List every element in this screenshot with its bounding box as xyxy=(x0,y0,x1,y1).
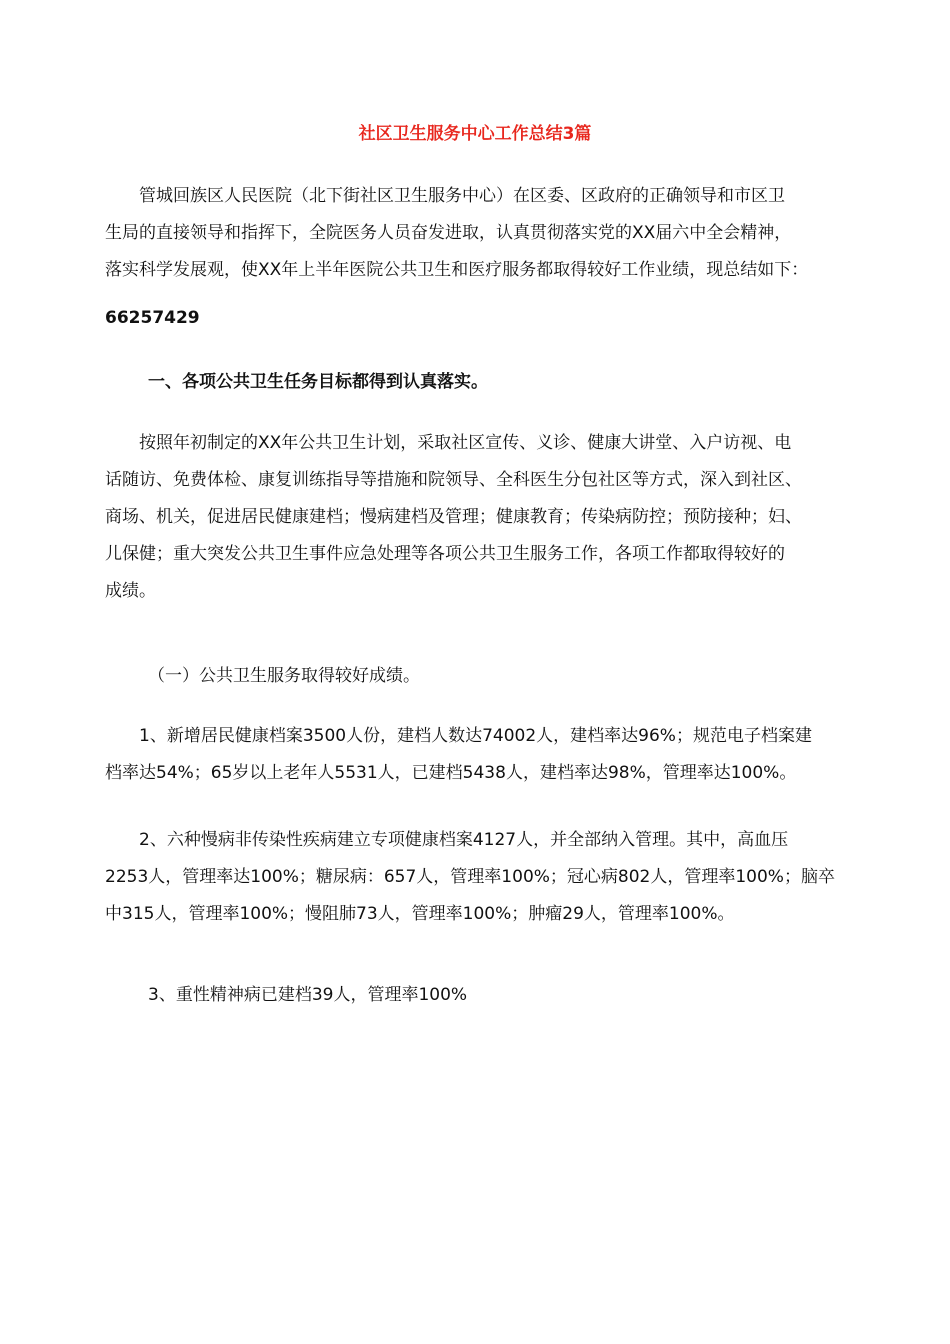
section-1-line-3: 商场、机关，促进居民健康建档；慢病建档及管理；健康教育；传染病防控；预防接种；妇、 xyxy=(105,507,802,527)
section-1-line-4: 儿保健；重大突发公共卫生事件应急处理等各项公共卫生服务工作，各项工作都取得较好的 xyxy=(105,544,785,564)
intro-line-3: 落实科学发展观，使XX年上半年医院公共卫生和医疗服务都取得较好工作业绩，现总结如下： xyxy=(105,260,809,280)
item-3-text: 3、重性精神病已建档39人，管理率100% xyxy=(148,985,468,1005)
section-1-line-5: 成绩。 xyxy=(105,581,156,601)
intro-paragraph xyxy=(105,178,845,289)
item-1-line-1: 1、新增居民健康档案3500人份，建档人数达74002人，建档率达96%；规范电子档案建 xyxy=(139,726,812,746)
item-2-paragraph xyxy=(105,822,845,933)
intro-line-2: 生局的直接领导和指挥下，全院医务人员奋发进取，认真贯彻落实党的XX届六中全会精神， xyxy=(105,223,792,243)
item-2-line-2: 2253人，管理率达100%；糖尿病：657人，管理率100%；冠心病802人，管理率100%；脑卒 xyxy=(105,867,835,887)
subsection-1-heading: （一）公共卫生服务取得较好成绩。 xyxy=(148,666,420,686)
item-2-line-1: 2、六种慢病非传染性疾病建立专项健康档案4127人，并全部纳入管理。其中，高血压 xyxy=(139,830,789,850)
item-1-paragraph xyxy=(105,718,845,792)
section-1-paragraph xyxy=(105,425,845,610)
item-2-line-3: 中315人，管理率100%；慢阻肺73人，管理率100%；肿瘤29人，管理率100%。 xyxy=(105,904,735,924)
section-1-heading: 一、各项公共卫生任务目标都得到认真落实。 xyxy=(148,372,488,392)
item-1-line-2: 档率达54%；65岁以上老年人5531人，已建档5438人，建档率达98%，管理率达100%。 xyxy=(105,763,797,783)
document-title: 社区卫生服务中心工作总结3篇 xyxy=(358,124,592,144)
document-code: 66257429 xyxy=(105,308,200,328)
section-1-line-1: 按照年初制定的XX年公共卫生计划，采取社区宣传、义诊、健康大讲堂、入户访视、电 xyxy=(139,433,792,453)
section-1-line-2: 话随访、免费体检、康复训练指导等措施和院领导、全科医生分包社区等方式，深入到社区、 xyxy=(105,470,802,490)
intro-line-1: 管城回族区人民医院（北下街社区卫生服务中心）在区委、区政府的正确领导和市区卫 xyxy=(139,186,785,206)
